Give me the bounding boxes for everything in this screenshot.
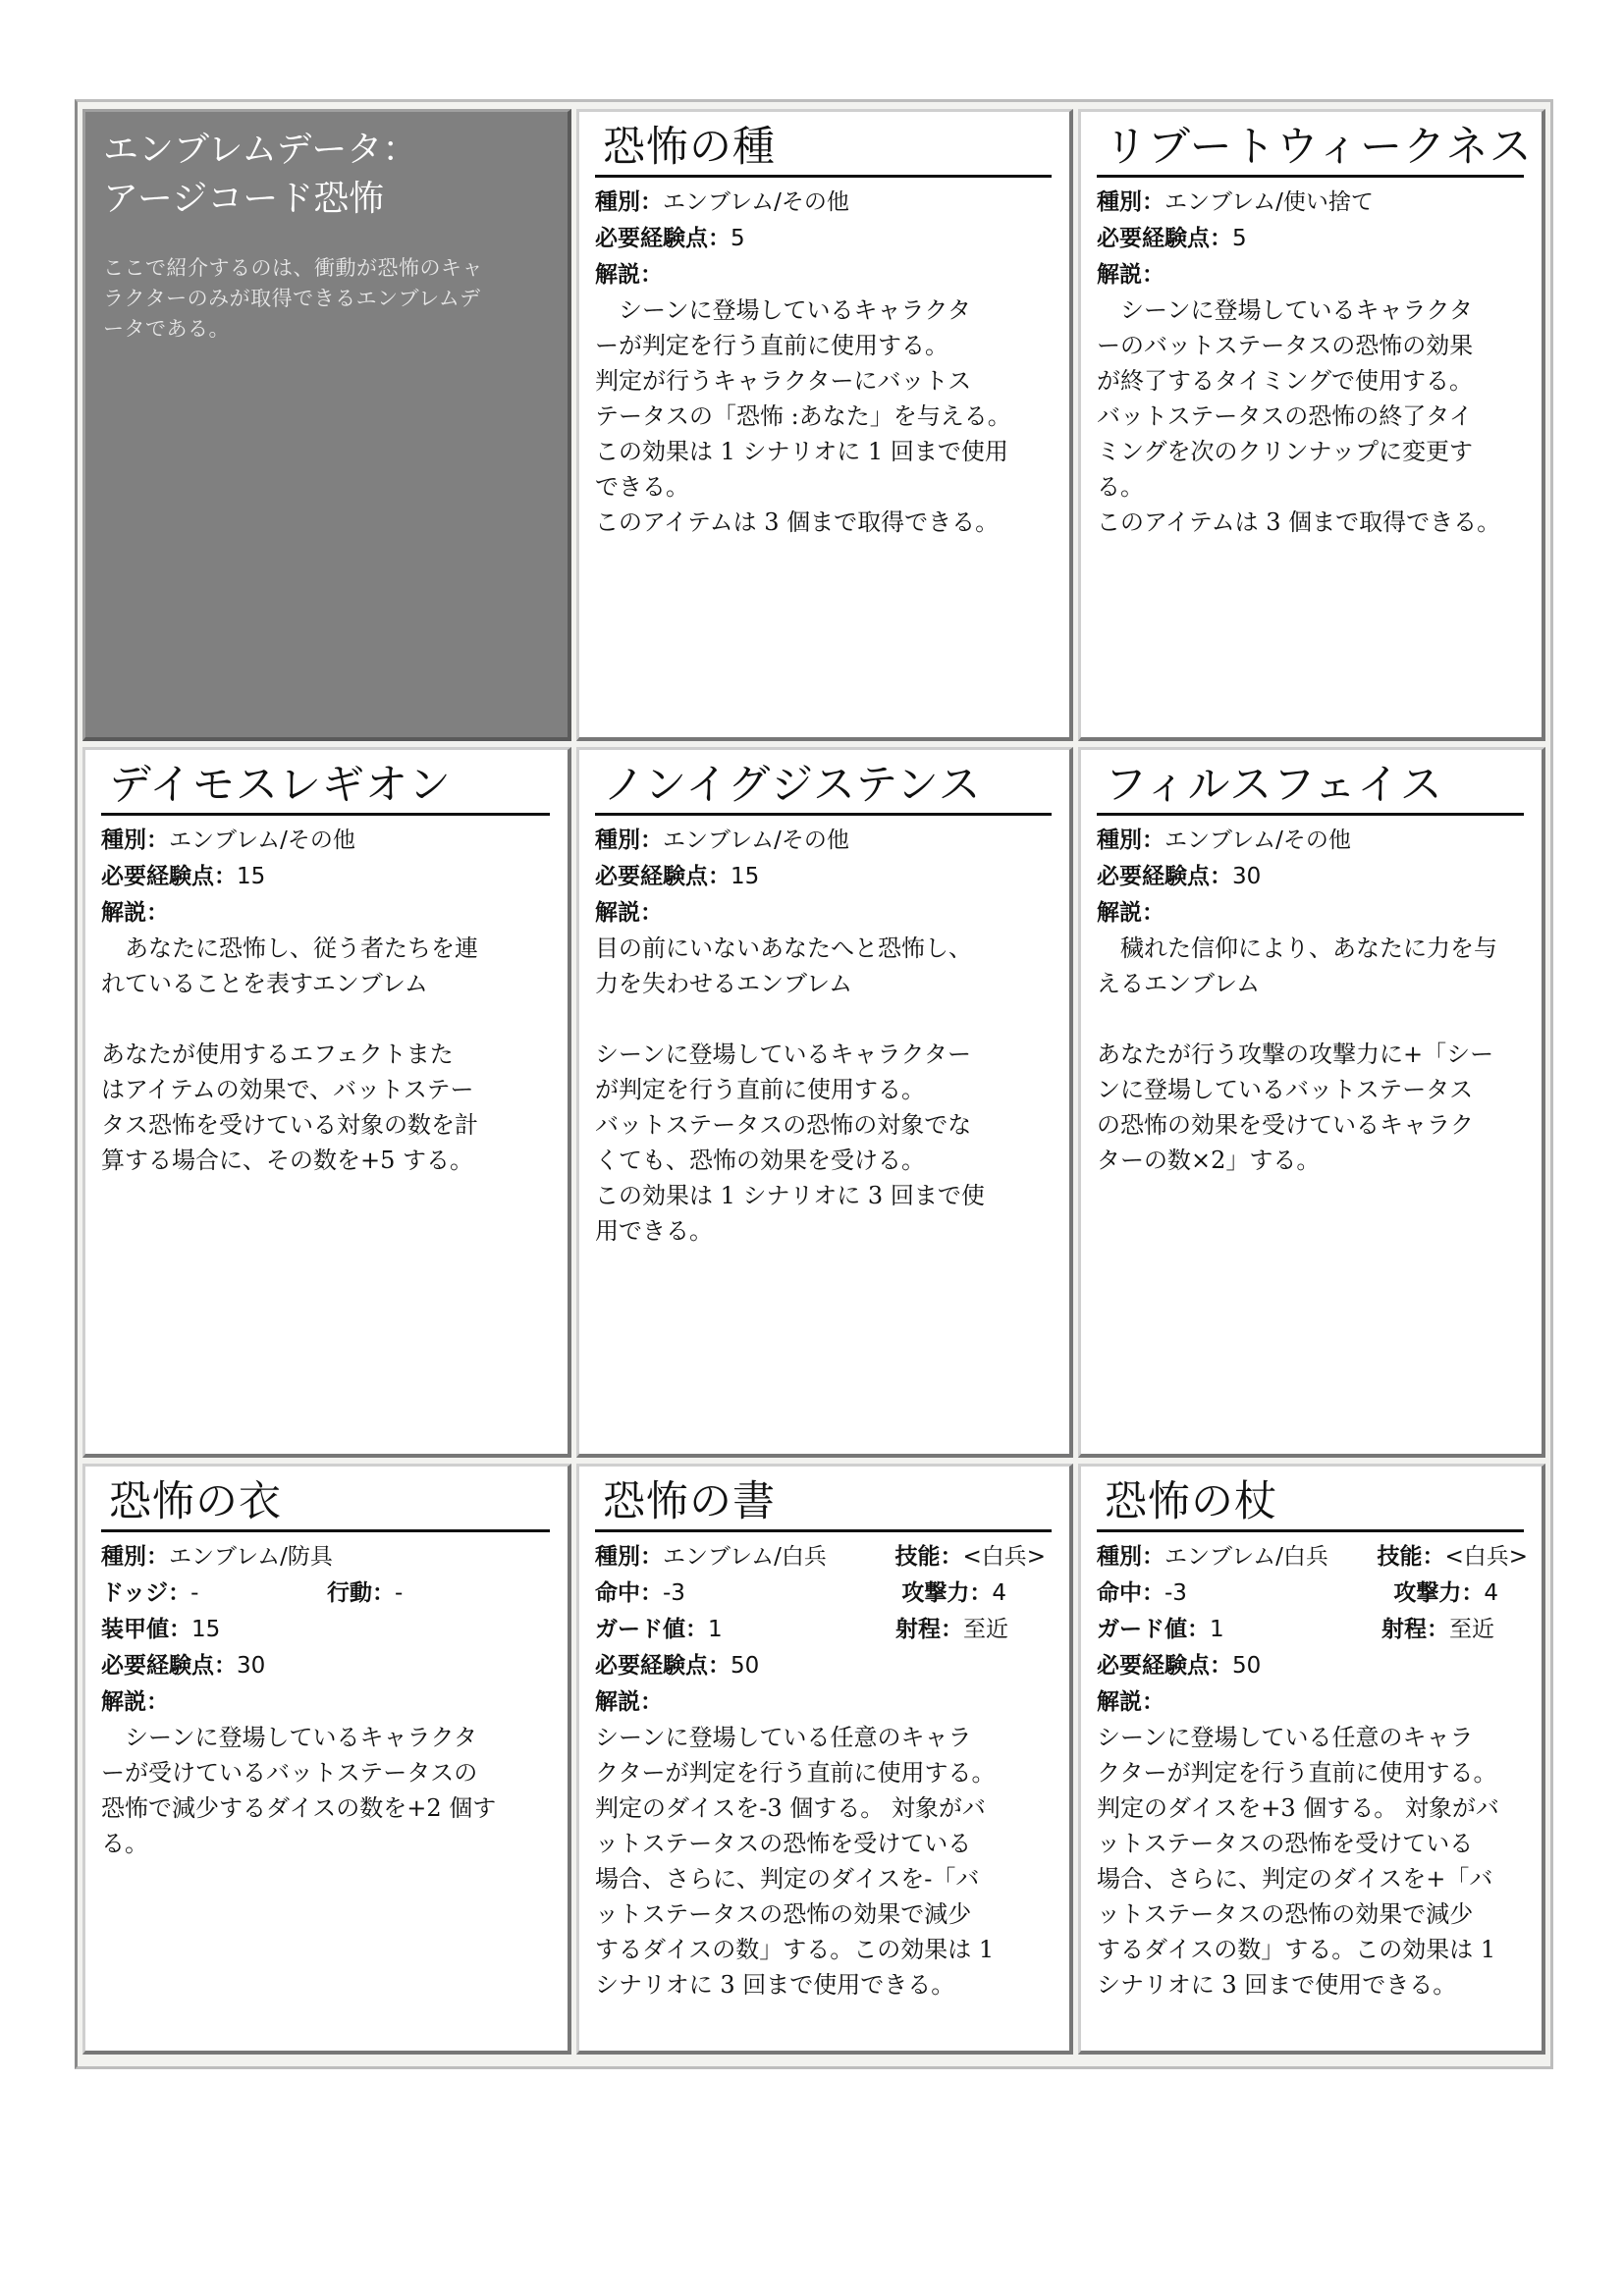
description-line: するダイスの数」する。この効果は 1 (1097, 1936, 1496, 1963)
exp-row (101, 1647, 554, 1683)
type-label: 種別： (1097, 828, 1164, 853)
guard-label: ガード値： (595, 1617, 708, 1642)
description-line: できる。 (595, 473, 689, 501)
description-line: ットステータスの恐怖の効果で減少 (1097, 1900, 1474, 1928)
desc-label: 解説： (101, 1689, 169, 1715)
dodge-action-row (101, 1575, 554, 1611)
intro-title-line: アージコード恐怖 (103, 179, 385, 219)
card-title: 恐怖の書 (595, 1476, 1052, 1532)
description-line: シーンに登場しているキャラクタ (1097, 296, 1474, 324)
type-label: 種別： (595, 828, 663, 853)
description-line: 穢れた信仰により、あなたに力を与 (1097, 934, 1497, 962)
type-value: エンブレム/その他 (169, 828, 355, 853)
exp-value: 30 (1232, 864, 1262, 889)
hit-value: -3 (663, 1580, 685, 1606)
skill-label: 技能： (1377, 1544, 1445, 1570)
attack-label: 攻撃力： (901, 1580, 993, 1606)
type-skill-row (1097, 1538, 1528, 1575)
desc-label: 解説： (1097, 1689, 1164, 1715)
type-value: エンブレム/防具 (169, 1544, 333, 1570)
type-label: 種別： (595, 189, 663, 215)
armor-row (101, 1611, 554, 1647)
description-line: 目の前にいないあなたへと恐怖し、 (595, 934, 972, 962)
description (595, 1720, 1056, 2002)
type-label: 種別： (1097, 1544, 1164, 1570)
type-cell (1097, 1538, 1328, 1575)
hit-attack-row (1097, 1575, 1528, 1611)
card-title: 恐怖の種 (595, 122, 1052, 178)
exp-value: 50 (1232, 1653, 1262, 1679)
type-row (1097, 822, 1528, 858)
description (595, 931, 1056, 1249)
emblem-card (1078, 1464, 1545, 2055)
description-line: 算する場合に、その数を+5 する。 (101, 1147, 474, 1174)
range-label: 射程： (895, 1617, 963, 1642)
description-line: ーが判定を行う直前に使用する。 (595, 332, 948, 359)
description-line: バットステータスの恐怖の終了タイ (1097, 402, 1473, 430)
exp-label: 必要経験点： (1097, 1653, 1232, 1679)
description-line: が判定を行う直前に使用する。 (595, 1076, 925, 1103)
description-line: 恐怖で減少するダイスの数を+2 個す (101, 1794, 497, 1822)
type-value: エンブレム/その他 (663, 828, 849, 853)
attack-cell (1393, 1575, 1498, 1611)
description (1097, 931, 1528, 1178)
skill-value: <白兵> (1444, 1544, 1528, 1570)
description-line: タス恐怖を受けている対象の数を計 (101, 1111, 478, 1139)
description-line: シナリオに 3 回まで使用できる。 (595, 1971, 955, 1999)
range-value: 至近 (1449, 1617, 1494, 1642)
hit-attack-row (595, 1575, 1056, 1611)
desc-row (595, 256, 1056, 293)
description-line: シーンに登場しているキャラクター (595, 1041, 972, 1068)
dodge-label: ドッジ： (101, 1580, 191, 1606)
description-line: するダイスの数」する。この効果は 1 (595, 1936, 995, 1963)
armor-value: 15 (191, 1617, 221, 1642)
attack-value: 4 (992, 1580, 1006, 1606)
description-line: ンに登場しているバットステータス (1097, 1076, 1474, 1103)
description-line: このアイテムは 3 個まで取得できる。 (1097, 508, 1501, 536)
type-skill-row (595, 1538, 1056, 1575)
description-line: 場合、さらに、判定のダイスを-「バ (595, 1865, 980, 1893)
exp-row (1097, 220, 1528, 256)
card-title: 恐怖の杖 (1097, 1476, 1524, 1532)
intro-title-line: エンブレムデータ： (103, 130, 418, 170)
description-line: この効果は 1 シナリオに 1 回まで使用 (595, 438, 1008, 465)
description-line: えるエンブレム (1097, 970, 1261, 997)
dodge-cell (101, 1575, 327, 1611)
emblem-card (1078, 747, 1545, 1458)
description-line: このアイテムは 3 個まで取得できる。 (595, 508, 1000, 536)
guard-range-row (595, 1611, 1056, 1647)
intro-text-line: ータである。 (103, 317, 230, 341)
description-line: 用できる。 (595, 1217, 713, 1245)
description-line: れていることを表すエンブレム (101, 970, 428, 997)
description-line: あなたが行う攻撃の攻撃力に+「シー (1097, 1041, 1494, 1068)
range-value: 至近 (963, 1617, 1008, 1642)
hit-cell (1097, 1575, 1187, 1611)
exp-value: 5 (731, 226, 745, 251)
description-line: 場合、さらに、判定のダイスを+「バ (1097, 1865, 1493, 1893)
description-line: くても、恐怖の効果を受ける。 (595, 1147, 925, 1174)
description-line (101, 1001, 554, 1037)
desc-row (595, 894, 1056, 931)
armor-label: 装甲値： (101, 1617, 191, 1642)
description-line: る。 (101, 1830, 148, 1857)
type-label: 種別： (101, 828, 169, 853)
hit-label: 命中： (595, 1580, 663, 1606)
description-line: クターが判定を行う直前に使用する。 (1097, 1759, 1497, 1787)
description-line (595, 1001, 1056, 1037)
exp-row (1097, 858, 1528, 894)
exp-row (595, 858, 1056, 894)
card-title: ノンイグジステンス (595, 760, 1052, 816)
description-line: テータスの「恐怖 :あなた」を与える。 (595, 402, 1011, 430)
card-title: デイモスレギオン (101, 760, 550, 816)
type-row (101, 1538, 554, 1575)
attack-cell (901, 1575, 1006, 1611)
exp-label: 必要経験点： (101, 864, 237, 889)
exp-value: 5 (1232, 226, 1247, 251)
description-line: クターが判定を行う直前に使用する。 (595, 1759, 996, 1787)
desc-label: 解説： (595, 900, 663, 926)
skill-label: 技能： (894, 1544, 963, 1570)
action-label: 行動： (327, 1580, 395, 1606)
guard-value: 1 (708, 1617, 723, 1642)
attack-label: 攻撃力： (1393, 1580, 1485, 1606)
dodge-value: - (190, 1580, 199, 1606)
description-line: る。 (1097, 473, 1144, 501)
hit-cell (595, 1575, 685, 1611)
description-line: この効果は 1 シナリオに 3 回まで使 (595, 1182, 985, 1209)
description-line: シーンに登場している任意のキャラ (595, 1724, 972, 1751)
description-line: 判定のダイスを+3 個する。 対象がバ (1097, 1794, 1499, 1822)
description (101, 931, 554, 1178)
desc-row (101, 1683, 554, 1720)
emblem-card (82, 1464, 571, 2055)
desc-row (1097, 1683, 1528, 1720)
description (101, 1720, 554, 1861)
action-value: - (395, 1580, 404, 1606)
description-line: シーンに登場しているキャラクタ (595, 296, 972, 324)
desc-label: 解説： (1097, 262, 1164, 288)
type-value: エンブレム/使い捨て (1164, 189, 1374, 215)
type-cell (595, 1538, 827, 1575)
desc-row (1097, 894, 1528, 931)
desc-label: 解説： (1097, 900, 1164, 926)
emblem-card (576, 1464, 1073, 2055)
exp-label: 必要経験点： (1097, 864, 1232, 889)
guard-cell (595, 1611, 723, 1647)
exp-row (101, 858, 554, 894)
description-line: 判定が行うキャラクターにバットス (595, 367, 972, 395)
range-cell (1381, 1611, 1494, 1647)
description-line: の恐怖の効果を受けているキャラク (1097, 1111, 1474, 1139)
intro-text-line: ここで紹介するのは、衝動が恐怖のキャ (103, 256, 483, 280)
desc-label: 解説： (101, 900, 169, 926)
type-label: 種別： (1097, 189, 1164, 215)
attack-value: 4 (1484, 1580, 1498, 1606)
description-line: 判定のダイスを-3 個する。 対象がバ (595, 1794, 986, 1822)
description-line: はアイテムの効果で、バットステー (101, 1076, 474, 1103)
guard-cell (1097, 1611, 1224, 1647)
skill-value: <白兵> (962, 1544, 1046, 1570)
exp-value: 50 (731, 1653, 760, 1679)
exp-value: 15 (731, 864, 760, 889)
desc-row (101, 894, 554, 931)
desc-row (595, 1683, 1056, 1720)
type-row (101, 822, 554, 858)
exp-value: 15 (237, 864, 266, 889)
card-title: フィルスフェイス (1097, 760, 1524, 816)
desc-label: 解説： (595, 262, 663, 288)
type-label: 種別： (101, 1544, 169, 1570)
skill-cell (1377, 1538, 1528, 1575)
exp-row (1097, 1647, 1528, 1683)
description-line: ーが受けているバットステータスの (101, 1759, 478, 1787)
intro-title (103, 126, 550, 224)
desc-row (1097, 256, 1528, 293)
description-line: シーンに登場しているキャラクタ (101, 1724, 478, 1751)
description (1097, 293, 1528, 540)
emblem-card (576, 109, 1073, 741)
card-title: 恐怖の衣 (101, 1476, 550, 1532)
type-row (595, 822, 1056, 858)
description-line: バットステータスの恐怖の対象でな (595, 1111, 972, 1139)
description-line: ーのバットステータスの恐怖の効果 (1097, 332, 1474, 359)
type-value: エンブレム/白兵 (663, 1544, 827, 1570)
emblem-card (1078, 109, 1545, 741)
description-line: あなたが使用するエフェクトまた (101, 1041, 454, 1068)
description-line: シナリオに 3 回まで使用できる。 (1097, 1971, 1457, 1999)
exp-value: 30 (237, 1653, 266, 1679)
description-line: あなたに恐怖し、従う者たちを連 (101, 934, 478, 962)
exp-row (595, 220, 1056, 256)
exp-label: 必要経験点： (595, 226, 731, 251)
exp-row (595, 1647, 1056, 1683)
emblem-card (82, 747, 571, 1458)
description (595, 293, 1056, 540)
type-row (1097, 184, 1528, 220)
action-cell (327, 1575, 403, 1611)
intro-text-line: ラクターのみが取得できるエンブレムデ (103, 287, 481, 310)
type-value: エンブレム/白兵 (1164, 1544, 1328, 1570)
exp-label: 必要経験点： (595, 1653, 731, 1679)
emblem-card (576, 747, 1073, 1458)
hit-value: -3 (1164, 1580, 1187, 1606)
type-value: エンブレム/その他 (1164, 828, 1351, 853)
skill-cell (894, 1538, 1046, 1575)
hit-label: 命中： (1097, 1580, 1164, 1606)
guard-label: ガード値： (1097, 1617, 1210, 1642)
range-cell (895, 1611, 1008, 1647)
description-line: が終了するタイミングで使用する。 (1097, 367, 1474, 395)
range-label: 射程： (1381, 1617, 1449, 1642)
description (1097, 1720, 1528, 2002)
description-line: ットステータスの恐怖を受けている (595, 1830, 972, 1857)
type-label: 種別： (595, 1544, 663, 1570)
description-line: ミングを次のクリンナップに変更す (1097, 438, 1474, 465)
description-line: 力を失わせるエンブレム (595, 970, 853, 997)
exp-label: 必要経験点： (101, 1653, 237, 1679)
desc-label: 解説： (595, 1689, 663, 1715)
description-line: ターの数×2」する。 (1097, 1147, 1321, 1174)
guard-range-row (1097, 1611, 1528, 1647)
card-title: リブートウィークネス (1097, 122, 1524, 178)
description-line: シーンに登場している任意のキャラ (1097, 1724, 1474, 1751)
type-row (595, 184, 1056, 220)
description-line: ットステータスの恐怖の効果で減少 (595, 1900, 972, 1928)
description-line (1097, 1001, 1528, 1037)
type-value: エンブレム/その他 (663, 189, 849, 215)
intro-text (103, 253, 550, 345)
guard-value: 1 (1210, 1617, 1224, 1642)
intro-panel (82, 109, 571, 741)
exp-label: 必要経験点： (595, 864, 731, 889)
exp-label: 必要経験点： (1097, 226, 1232, 251)
description-line: ットステータスの恐怖を受けている (1097, 1830, 1474, 1857)
